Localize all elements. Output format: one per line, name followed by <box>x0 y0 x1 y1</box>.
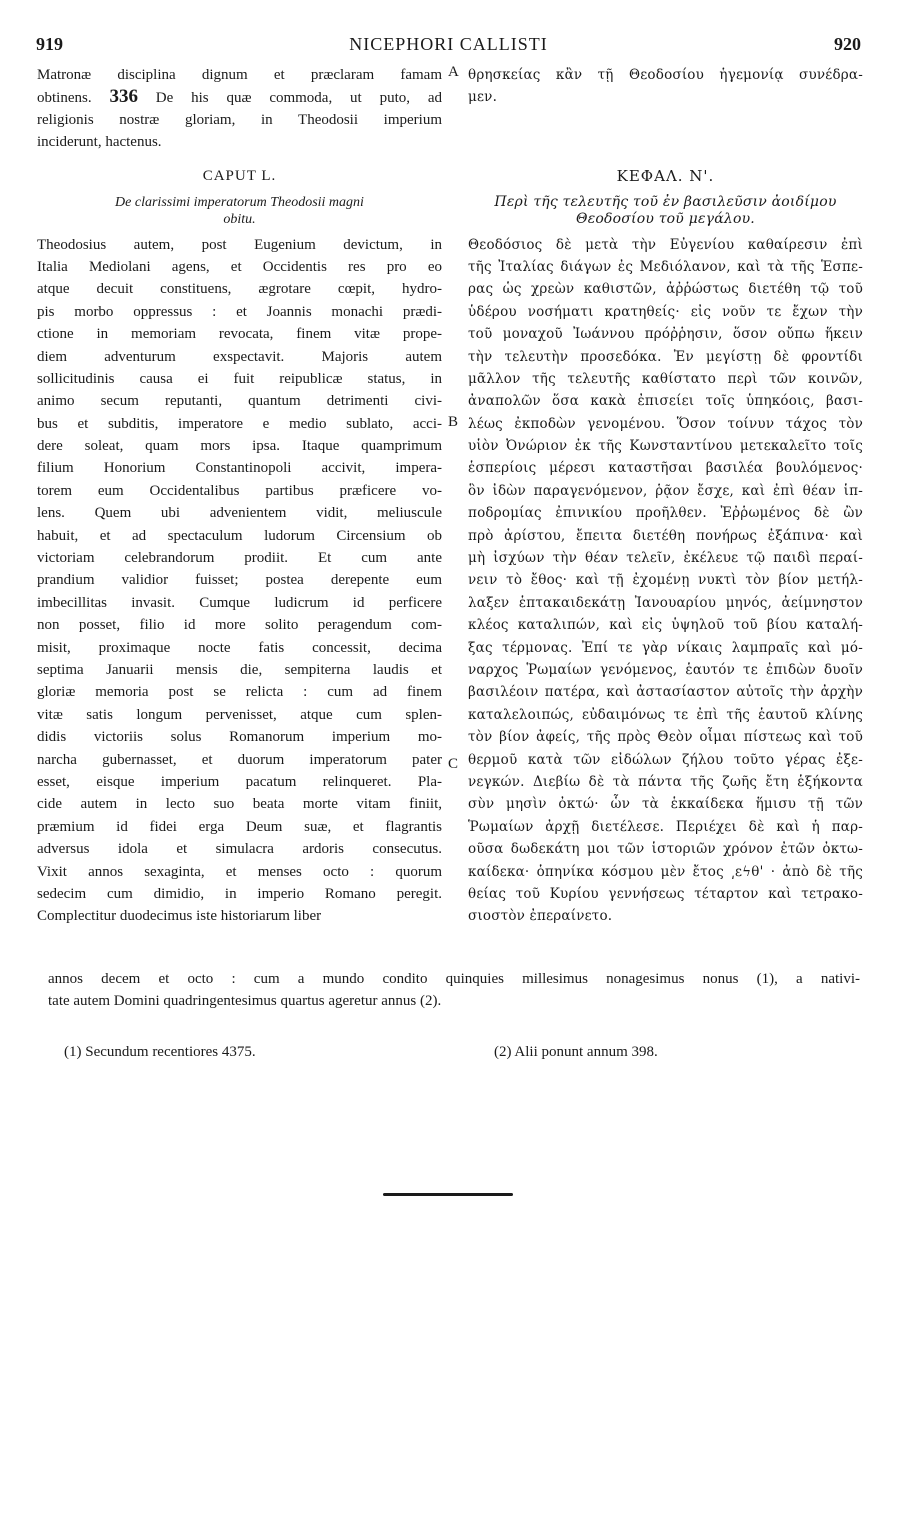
latin-body <box>37 234 442 928</box>
latin-body-line: gloriæ memoria post se relicta : cum ad finem <box>37 684 442 701</box>
latin-body-line: adversus idola et simulacra ardoris consecutus. <box>37 841 442 858</box>
latin-column <box>37 64 442 928</box>
page-number-right: 920 <box>834 34 861 54</box>
latin-body-line: sollicitudinis causa ei fuit reipublicæ status, in <box>37 370 442 387</box>
greek-body-line: καταλελοιπώς, εὐδαιμόνως τε ἐπὶ τῆς ἑαυτοῦ κλίνης <box>468 706 863 723</box>
greek-body-line: ὑδέρου νοσήματι κρατηθείς· εἰς νοῦν τε ἔχων τὴν <box>468 303 863 320</box>
greek-body-line: τὸν βίον ἀφείς, τῆς πρὸς Θεὸν οἶμαι πίστεως καὶ τοῦ <box>468 729 863 746</box>
footnote-2: (2) Alii ponunt annum 398. <box>494 1044 658 1060</box>
greek-intro-line: θρησκείας κἂν τῇ Θεοδοσίου ἡγεμονίᾳ συνέδρα- <box>468 67 863 83</box>
greek-body-line: τὴν τελευτὴν προσεδόκα. Ἐν μεγίστῃ δὲ φροντίδι <box>468 348 863 365</box>
continuation-line: annos decem et octo : cum a mundo condito quinquies millesimus nonagesimus nonus (1), a nativi- <box>48 971 860 987</box>
latin-body-line: lens. Quem ubi advenientem vidit, meliuscule <box>37 505 442 522</box>
latin-body-line: ctione in memoriam revocata, finem vitæ prope- <box>37 326 442 343</box>
greek-body-line: οῦσα δωδεκάτη μοι τῶν ἱστοριῶν χρόνον ἐτῶν ὀκτω- <box>468 841 863 858</box>
latin-intro-text: De his quæ commoda, ut puto, ad <box>155 90 442 107</box>
column-number: 336 <box>109 86 138 108</box>
latin-intro-line: religionis nostræ gloriam, in Theodosii imperium <box>37 111 442 128</box>
latin-body-line: sedecim cum dimidio, in imperio Romano peregit. <box>37 885 442 902</box>
greek-chapter-subtitle <box>468 194 863 228</box>
latin-body-line: esset, eisque imperium pacatum relinqueret. Pla- <box>37 773 442 790</box>
greek-body-line: κλέος καταλιπών, καὶ εἰς ὑψηλοῦ τοῦ βίου καταλή- <box>468 617 863 634</box>
latin-body-line: non posset, filio id more solito peragendum com- <box>37 617 442 634</box>
latin-body-line: bus et subditis, imperatore e medio sublato, acci- <box>37 415 442 432</box>
greek-body-line: ὃν ἰδὼν παραγενόμενον, ῥᾷον ἔσχε, καὶ ἐπὶ θέαν ἱπ- <box>468 482 863 499</box>
latin-body-line: septima Januarii mensis die, sempiterna laudis et <box>37 661 442 678</box>
latin-body-line: prandium validior fuisset; postea derepente eum <box>37 572 442 589</box>
greek-body-line: ἀναπολῶν ὅσα κακὰ ἐπισείει τοῖς ὑπηκόοις, βασι- <box>468 393 863 410</box>
greek-body-line: λέως ἐκποδὼν γενομένου. Ὅσον τοίνυν τάχος τὸν <box>468 415 863 432</box>
latin-intro-line <box>37 86 442 108</box>
latin-subtitle-line: obitu. <box>223 211 256 227</box>
greek-body-line: λαξεν ἑπτακαιδεκάτῃ Ἰανουαρίου μηνός, ἀείμνηστον <box>468 594 863 611</box>
continuation-line: tate autem Domini quadringentesimus quartus ageretur annus (2). <box>48 993 442 1010</box>
greek-body-line: ρας ὡς χρεὼν καθιστῶν, ἀῤῥώστως διετέθη τῷ τοῦ <box>468 281 863 298</box>
latin-body-line: præmium id fidei erga Deum suæ, et flagrantis <box>37 818 442 835</box>
latin-body-line: pis morbo oppressus : et Joannis monachi prædi- <box>37 303 442 320</box>
latin-body-line: animo secum reputanti, quantum detrimenti civi- <box>37 393 442 410</box>
latin-body-line: misit, proximaque nocte fatis concessit, decima <box>37 639 442 656</box>
page-number-left: 919 <box>36 34 63 54</box>
greek-body-line: καίδεκα· ὁπηνίκα κόσμου μὲν ἔτος ͵εϟθ' · ἀπὸ δὲ τῆς <box>468 863 863 880</box>
end-rule <box>383 1193 513 1196</box>
latin-body-line: habuit, et ad spectaculum ludorum Circensium ob <box>37 527 442 544</box>
latin-body-line: Italia Mediolani agens, et Occidentis res pro eo <box>37 258 442 275</box>
greek-body-line: ναρχος Ῥωμαίων γενόμενος, ἑαυτόν τε ἐπιδὼν δυοῖν <box>468 662 863 678</box>
latin-body-line: didis victoriis solus Romanorum imperium mo- <box>37 729 442 746</box>
greek-body-line: σὺν μησὶν ὀκτώ· ὧν τὰ ἑκκαίδεκα ἥμισυ τῇ τῶν <box>468 796 863 813</box>
greek-body <box>468 234 863 928</box>
latin-body-line: atque decuit constituens, ægrotare cœpit, hydro- <box>37 281 442 298</box>
greek-body-line: υἱὸν Ὀνώριον ἐκ τῆς Κωνσταντίνου μετεκαλεῖτο τοῖς <box>468 438 863 455</box>
greek-intro-line: μεν. <box>468 89 498 106</box>
greek-body-line: Ῥωμαίων ἀρχῇ διετέλεσε. Περιέχει δὲ καὶ ἡ παρ- <box>468 818 863 835</box>
greek-body-line: ξας τέρμονας. Ἐπί τε γὰρ νίκαις λαμπραῖς καὶ μό- <box>468 639 863 656</box>
latin-chapter-heading: CAPUT L. <box>202 167 277 184</box>
running-header <box>36 34 861 58</box>
margin-marker-a: A <box>448 64 459 80</box>
greek-subtitle-line: Θεοδοσίου τοῦ μεγάλου. <box>576 210 755 227</box>
latin-body-line: narcha gubernasset, et duorum imperatorum pater <box>37 751 442 768</box>
greek-body-line: βασιλέοιν πατέρα, καὶ ἀστασίαστον αὐτοῖς τὴν ἀρχὴν <box>468 684 863 701</box>
greek-body-line: μὴ ἰσχύων τὴν θέαν τελεῖν, ἐκέλευε τῷ παιδὶ περαί- <box>468 550 863 567</box>
greek-body-line: μᾶλλον τῆς τελευτῆς καθίστατο περὶ τῶν κοινῶν, <box>468 370 863 387</box>
running-title: NICEPHORI CALLISTI <box>349 34 548 54</box>
margin-marker-b: B <box>448 414 459 430</box>
greek-subtitle-line: Περὶ τῆς τελευτῆς τοῦ ἐν βασιλεῦσιν ἀοιδίμου <box>494 193 837 210</box>
greek-body-line: πρὸ ἀρίστου, ἔπειτα διετέθη πονήρως ἐξάπινα· καὶ <box>468 527 863 544</box>
greek-body-line: ἑσπερίοις μέρεσι καταστῆσαι βασιλέα βουλόμενος· <box>468 460 863 477</box>
greek-chapter-heading: ΚΕΦΑΛ. Ν'. <box>616 166 715 185</box>
latin-continuation <box>48 968 860 1013</box>
margin-marker-c: C <box>448 756 459 772</box>
greek-column <box>468 64 863 928</box>
latin-body-line: vitæ satis longum pervenisset, atque cum splen- <box>37 706 442 723</box>
greek-body-line: τῆς Ἰταλίας διάγων ἐς Μεδιόλανον, καὶ τὰ τῆς Ἑσπε- <box>468 258 863 275</box>
latin-body-line: victoriam celebrandorum prodiit. Et cum ante <box>37 550 442 567</box>
latin-body-line: Vixit annos sexaginta, et menses octo : quorum <box>37 863 442 880</box>
latin-body-line: filium Honorium Constantinopoli accivit, impera- <box>37 460 442 477</box>
latin-body-line: cide autem in lecto suo beata morte vitam finiit, <box>37 796 442 813</box>
latin-body-line: Complectitur duodecimus iste historiarum liber <box>37 908 322 925</box>
greek-body-line: νειν τὸ ἔθος· καὶ τῇ ἐχομένῃ νυκτὶ τὸν βίον μετήλ- <box>468 572 863 589</box>
greek-body-line: νεγκών. Διεβίω δὲ τὰ πάντα τῆς ζωῆς ἔτη ἑξήκοντα <box>468 773 863 790</box>
greek-body-line: θείας τοῦ Κυρίου γεννήσεως τέταρτον καὶ τετρακο- <box>468 885 863 902</box>
latin-body-line: diem adventurum exspectavit. Majoris autem <box>37 348 442 365</box>
latin-body-line: torem eum Occidentalibus partibus præficere vo- <box>37 482 442 499</box>
greek-body-line: σιοστὸν ἐπεραίνετο. <box>468 908 613 925</box>
latin-body-line: imbecillitas invasit. Cumque ludicrum id perficere <box>37 594 442 611</box>
greek-body-line: Θεοδόσιος δὲ μετὰ τὴν Εὐγενίου καθαίρεσιν ἐπὶ <box>468 236 863 253</box>
footnote-1: (1) Secundum recentiores 4375. <box>64 1044 256 1060</box>
latin-body-line: dere soleat, quam mors ipsa. Itaque quamprimum <box>37 438 442 455</box>
latin-body-line: Theodosius autem, post Eugenium devictum, in <box>37 236 442 253</box>
latin-chapter-subtitle <box>37 194 442 228</box>
latin-intro-line: Matronæ disciplina dignum et præclaram famam <box>37 67 442 83</box>
greek-body-line: θερμοῦ κατὰ τῶν εἰδώλων ζήλου τοῦτο γέρας ἐξε- <box>468 751 863 768</box>
greek-body-line: ποδρομίας ἐπινικίου προῆλθεν. Ἐῤῥωμένος δὲ ὢν <box>468 505 863 522</box>
latin-intro-text: obtinens. <box>37 90 92 107</box>
greek-body-line: τοῦ μοναχοῦ Ἰωάννου πρόῤῥησιν, ὅσον οὔπω ἥκειν <box>468 326 863 343</box>
latin-intro-line: inciderunt, hactenus. <box>37 134 162 151</box>
latin-subtitle-line: De clarissimi imperatorum Theodosii magni <box>115 194 364 210</box>
